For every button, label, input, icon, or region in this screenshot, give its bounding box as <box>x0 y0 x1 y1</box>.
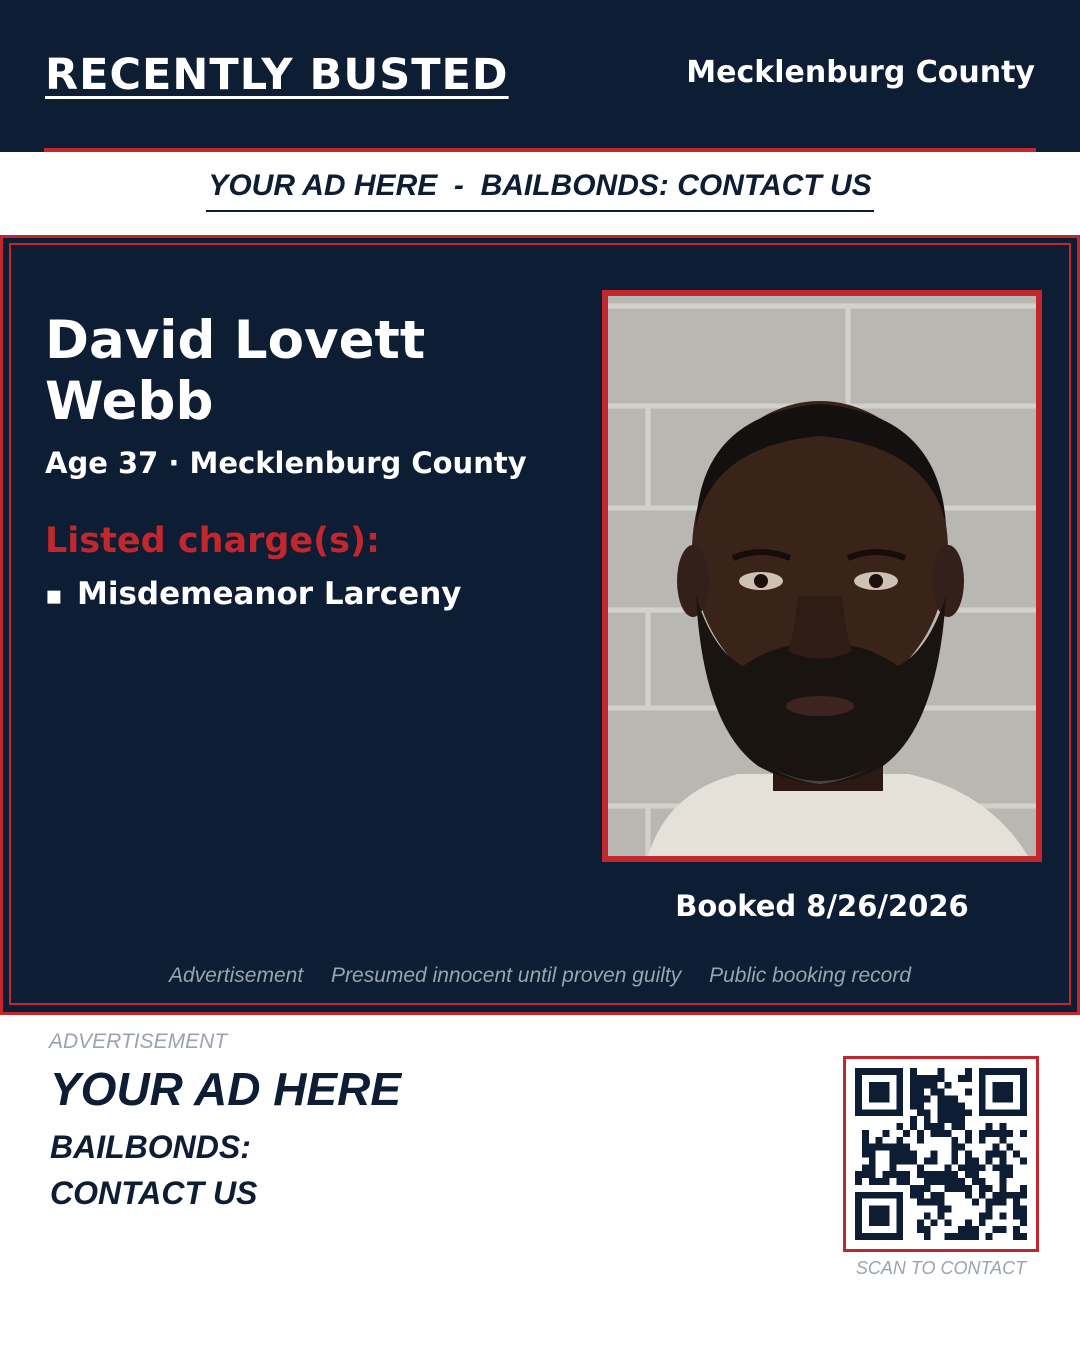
header-county: Mecklenburg County <box>686 55 1035 90</box>
brand-title: RECENTLY BUSTED <box>45 50 509 100</box>
bullet-icon: ▪ <box>45 581 63 611</box>
disclaimer-public-record: Public booking record <box>709 964 912 987</box>
ad-line-contact[interactable]: CONTACT US <box>50 1175 258 1211</box>
disclaimer-row <box>0 962 1080 990</box>
disclaimer-advertisement: Advertisement <box>168 964 304 987</box>
mugshot-photo <box>602 290 1042 862</box>
disclaimer-presumed-innocent: Presumed innocent until proven guilty <box>331 964 682 987</box>
qr-caption: SCAN TO CONTACT <box>855 1258 1027 1278</box>
ad-line-bailbonds[interactable]: BAILBONDS: <box>50 1129 251 1165</box>
ad-headline[interactable]: YOUR AD HERE <box>50 1063 401 1115</box>
charge-label: Misdemeanor Larceny <box>77 576 462 612</box>
charges-list <box>45 574 461 616</box>
top-ad-banner[interactable] <box>0 168 1080 212</box>
top-header <box>0 0 1080 152</box>
booked-date: Booked 8/26/2026 <box>675 889 969 923</box>
person-meta: Age 37 · Mecklenburg County <box>45 446 527 480</box>
header-divider <box>44 148 1036 152</box>
mugshot-image <box>608 296 1036 856</box>
qr-code[interactable] <box>843 1056 1039 1252</box>
person-name: David Lovett Webb <box>45 310 426 432</box>
ad-label: ADVERTISEMENT <box>49 1030 228 1053</box>
charges-heading: Listed charge(s): <box>45 521 380 561</box>
charge-item <box>45 574 461 616</box>
qr-code-icon[interactable] <box>855 1068 1027 1240</box>
top-ad-text[interactable]: YOUR AD HERE - BAILBONDS: CONTACT US <box>206 168 873 212</box>
